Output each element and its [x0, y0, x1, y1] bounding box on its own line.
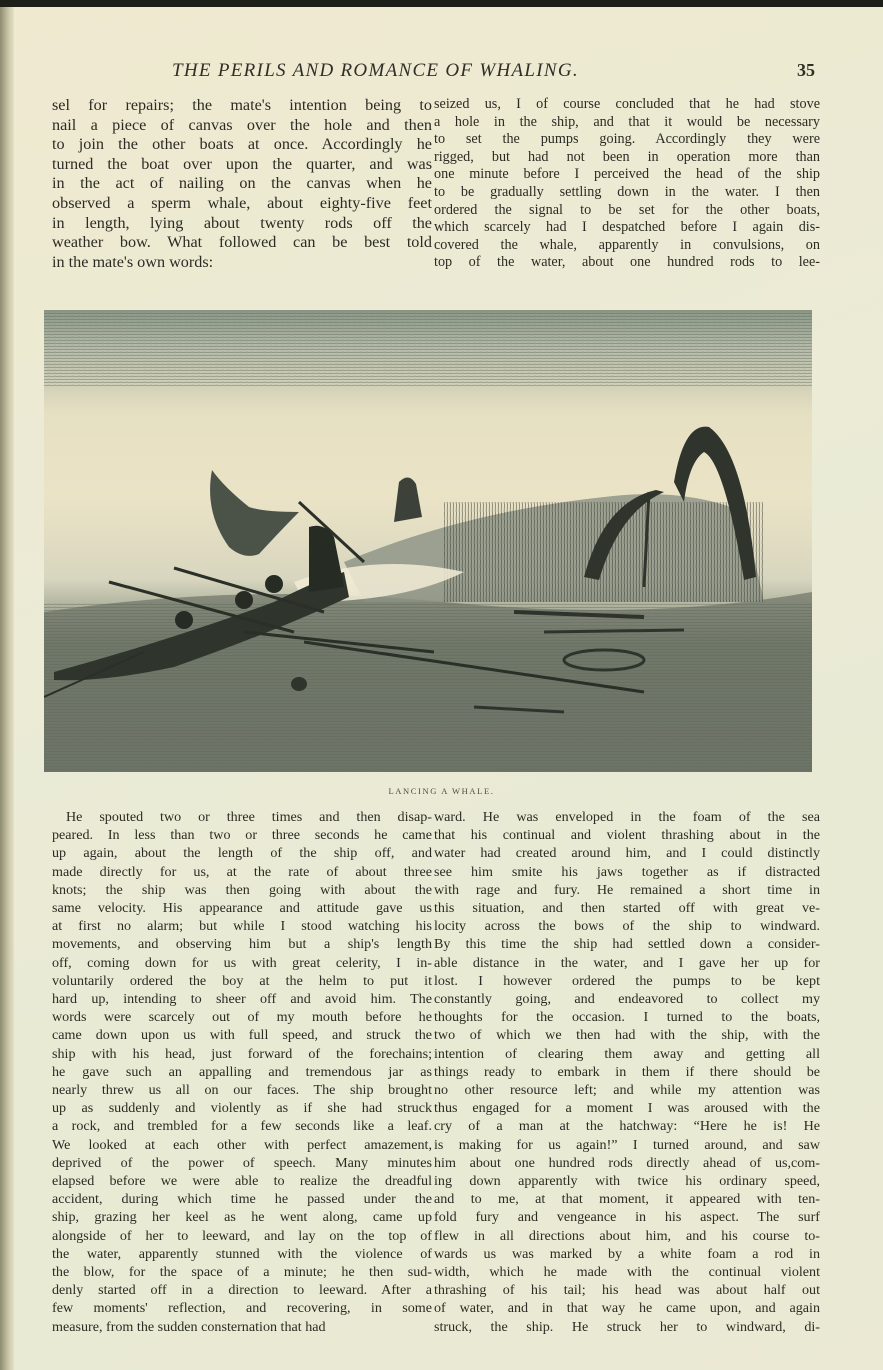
- text-line: thus engaged for a moment I was aroused with the: [434, 1100, 820, 1117]
- text-line: the water, apparently stunned with the violence of: [52, 1245, 432, 1262]
- text-line: up as suddenly and violently as if she had struck: [52, 1100, 432, 1117]
- text-line: knots; the ship was then going with about the: [52, 881, 432, 898]
- running-title: THE PERILS AND ROMANCE OF WHALING.: [172, 60, 579, 81]
- text-line: struck, the ship. He struck her to windward, di-: [434, 1318, 820, 1335]
- text-line: ward. He was enveloped in the foam of the sea: [434, 809, 820, 825]
- text-line: words were scarcely out of my mouth before he: [52, 1009, 432, 1026]
- text-line: at first no alarm; but while I stood watching his: [52, 918, 432, 935]
- text-line: turned the boat over upon the quarter, and was: [52, 154, 432, 173]
- text-line: wards us was marked by a white foam a rod in: [434, 1245, 820, 1262]
- text-line: able distance in the water, and I gave her up for: [434, 954, 820, 971]
- top-right-column: [434, 96, 820, 272]
- text-line: came down upon us with full speed, and struck the: [52, 1027, 432, 1044]
- text-line: to set the pumps going. Accordingly they were: [434, 131, 820, 148]
- text-line: of water, and in that way he came upon, and again: [434, 1300, 820, 1317]
- text-line: seized us, I of course concluded that he had stove: [434, 96, 820, 112]
- text-line: cry of a man at the hatchway: “Here he is! He: [434, 1118, 820, 1135]
- text-line: same velocity. His appearance and attitude gave us: [52, 900, 432, 917]
- text-line: width, which he made with the continual violent: [434, 1264, 820, 1281]
- text-line: a hole in the ship, and that it would be necessary: [434, 113, 820, 130]
- bottom-right-column: [434, 808, 820, 1336]
- top-left-column: [52, 96, 432, 272]
- text-line: movements, and observing him but a ship's length: [52, 936, 432, 953]
- text-line: He spouted two or three times and then disap-: [66, 809, 432, 825]
- text-line: off, coming down for us with great celerity, I in-: [52, 954, 432, 971]
- text-line: sel for repairs; the mate's intention being to: [52, 96, 432, 114]
- text-line: peared. In less than two or three seconds he came: [52, 827, 432, 844]
- text-line: to join the other boats at once. Accordingly he: [52, 135, 432, 154]
- text-line: up again, about the length of the ship off, and: [52, 845, 432, 862]
- text-line: few moments' reflection, and recovering, in some: [52, 1300, 432, 1317]
- text-line: hard up, intending to sheer off and avoid him. The: [52, 991, 432, 1008]
- text-line: covered the whale, apparently in convulsions, on: [434, 236, 820, 253]
- text-line: We looked at each other with perfect amazement,: [52, 1136, 432, 1153]
- text-line: top of the water, about one hundred rods to lee-: [434, 254, 820, 271]
- text-line: no other resource left; and while my attention was: [434, 1082, 820, 1099]
- text-line: the blow, for the space of a minute; he then sud-: [52, 1264, 432, 1281]
- running-head: [0, 56, 883, 86]
- text-line: in the mate's own words:: [52, 252, 214, 271]
- text-line: weather bow. What followed can be best told: [52, 233, 432, 252]
- text-line: rigged, but had not been in operation more than: [434, 148, 820, 165]
- text-line: denly started off in a direction to leeward. After a: [52, 1282, 432, 1299]
- text-line: ship, grazing her keel as he went along, came up: [52, 1209, 432, 1226]
- text-line: this situation, and then started off with great ve-: [434, 900, 820, 917]
- text-line: fold fury and vengeance in his aspect. The surf: [434, 1209, 820, 1226]
- whaling-illustration: [44, 310, 812, 772]
- text-line: nail a piece of canvas over the hole and then: [52, 115, 432, 134]
- text-line: one minute before I perceived the head of the ship: [434, 166, 820, 183]
- text-line: elapsed before we were able to realize the dreadful: [52, 1173, 432, 1190]
- text-line: two of which we then had with the ship, with the: [434, 1027, 820, 1044]
- text-line: ing down apparently with twice his ordinary speed,: [434, 1173, 820, 1190]
- text-line: in the act of nailing on the canvas when he: [52, 174, 432, 193]
- text-line: to be gradually settling down in the water. I then: [434, 183, 820, 200]
- text-line: observed a sperm whale, about eighty-five feet: [52, 193, 432, 212]
- whale-engraving-image: [44, 312, 812, 772]
- text-line: water had created around him, and I could distinctly: [434, 845, 820, 862]
- text-line: locity across the bows of the ship to windward.: [434, 918, 820, 935]
- text-line: nearly threw us all on our faces. The ship brought: [52, 1082, 432, 1099]
- bottom-left-column: [52, 808, 432, 1336]
- text-line: constantly going, and endeavored to collect my: [434, 991, 820, 1008]
- text-line: with rage and fury. He remained a short time in: [434, 881, 820, 898]
- scan-top-edge: [0, 0, 883, 7]
- text-line: intention of clearing them away and getting all: [434, 1045, 820, 1062]
- book-gutter: [0, 7, 14, 1370]
- text-line: measure, from the sudden consternation that had: [52, 1318, 326, 1335]
- text-line: made directly for us, at the rate of about three: [52, 863, 432, 880]
- text-line: he gave such an appalling and tremendous jar as: [52, 1063, 432, 1080]
- text-line: alongside of her to leeward, and lay on the top of: [52, 1227, 432, 1244]
- text-line: is making for us again!” I turned around, and saw: [434, 1136, 820, 1153]
- text-line: flew in all directions about him, and his course to-: [434, 1227, 820, 1244]
- text-line: him about one hundred rods directly ahead of us,com-: [434, 1154, 820, 1171]
- page-number: 35: [797, 60, 815, 80]
- illustration-caption: LANCING A WHALE.: [388, 786, 495, 796]
- text-line: a rock, and trembled for a few seconds like a leaf.: [52, 1118, 432, 1135]
- text-line: things ready to embark in them if there should be: [434, 1063, 820, 1080]
- text-line: ordered the signal to be set for the other boats,: [434, 201, 820, 218]
- text-line: ship with his head, just forward of the forechains;: [52, 1045, 432, 1062]
- text-line: By this time the ship had settled down a consider-: [434, 936, 820, 953]
- text-line: deprived of the power of speech. Many minutes: [52, 1154, 432, 1171]
- text-line: thoughts for the occasion. I turned to the boats,: [434, 1009, 820, 1026]
- text-line: accident, during which time he passed under the: [52, 1191, 432, 1208]
- text-line: which scarcely had I despatched before I again dis-: [434, 219, 820, 236]
- text-line: and to me, at that moment, it appeared with ten-: [434, 1191, 820, 1208]
- text-line: lost. I however ordered the pumps to be kept: [434, 972, 820, 989]
- text-line: see him smite his jaws together as if distracted: [434, 863, 820, 880]
- text-line: thrashing of his tail; his head was about half out: [434, 1282, 820, 1299]
- text-line: that his continual and violent thrashing about in the: [434, 827, 820, 844]
- text-line: voluntarily ordered the boy at the helm to put it: [52, 972, 432, 989]
- text-line: in length, lying about twenty rods off the: [52, 213, 432, 232]
